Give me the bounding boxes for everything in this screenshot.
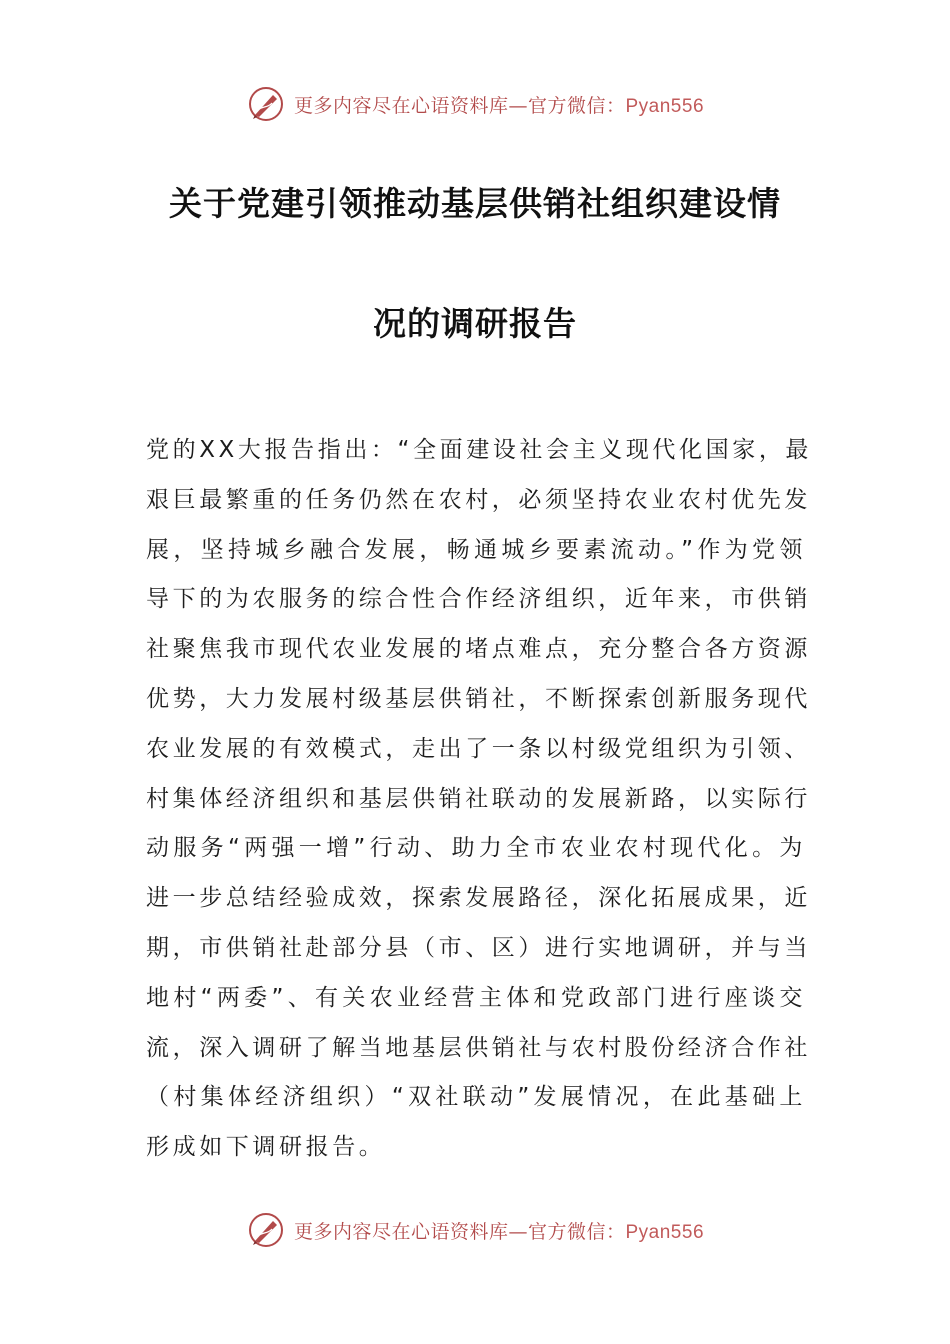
footer-watermark-banner xyxy=(0,1208,950,1252)
body-line: 农业发展的有效模式，走出了一条以村级党组织为引领、 xyxy=(146,735,811,762)
footer-watermark-text: 更多内容尽在心语资料库—官方微信：Pyan556 xyxy=(293,1220,705,1243)
pen-logo-icon xyxy=(246,1210,286,1250)
body-line: 地村“两委”、有关农业经营主体和党政部门进行座谈交 xyxy=(146,984,806,1011)
body-line: （村集体经济组织）“双社联动”发展情况，在此基础上 xyxy=(146,1084,806,1111)
header-watermark-banner xyxy=(0,82,950,126)
body-line: 展，坚持城乡融合发展，畅通城乡要素流动。”作为党领 xyxy=(146,536,806,563)
body-line: 期，市供销社赴部分县（市、区）进行实地调研，并与当 xyxy=(146,934,811,961)
document-body xyxy=(146,426,813,1173)
document-title-line-1: 关于党建引领推动基层供销社组织建设情 xyxy=(169,184,781,223)
body-line: 社聚焦我市现代农业发展的堵点难点，充分整合各方资源 xyxy=(146,636,811,663)
document-title-line-2: 况的调研报告 xyxy=(373,304,577,343)
body-line: 党的XX大报告指出：“全面建设社会主义现代化国家，最 xyxy=(146,437,813,463)
body-line: 艰巨最繁重的任务仍然在农村，必须坚持农业农村优先发 xyxy=(146,486,811,513)
body-line: 进一步总结经验成效，探索发展路径，深化拓展成果，近 xyxy=(146,885,811,912)
pen-logo-icon xyxy=(246,84,286,124)
body-line: 村集体经济组织和基层供销社联动的发展新路，以实际行 xyxy=(146,785,811,812)
body-line: 优势，大力发展村级基层供销社，不断探索创新服务现代 xyxy=(146,685,811,712)
body-line: 形成如下调研报告。 xyxy=(146,1134,386,1161)
body-line: 导下的为农服务的综合性合作经济组织，近年来，市供销 xyxy=(146,586,811,613)
body-line: 流，深入调研了解当地基层供销社与农村股份经济合作社 xyxy=(146,1034,811,1061)
body-line: 动服务“两强一增”行动、助力全市农业农村现代化。为 xyxy=(146,835,806,862)
header-watermark-text: 更多内容尽在心语资料库—官方微信：Pyan556 xyxy=(293,94,705,117)
